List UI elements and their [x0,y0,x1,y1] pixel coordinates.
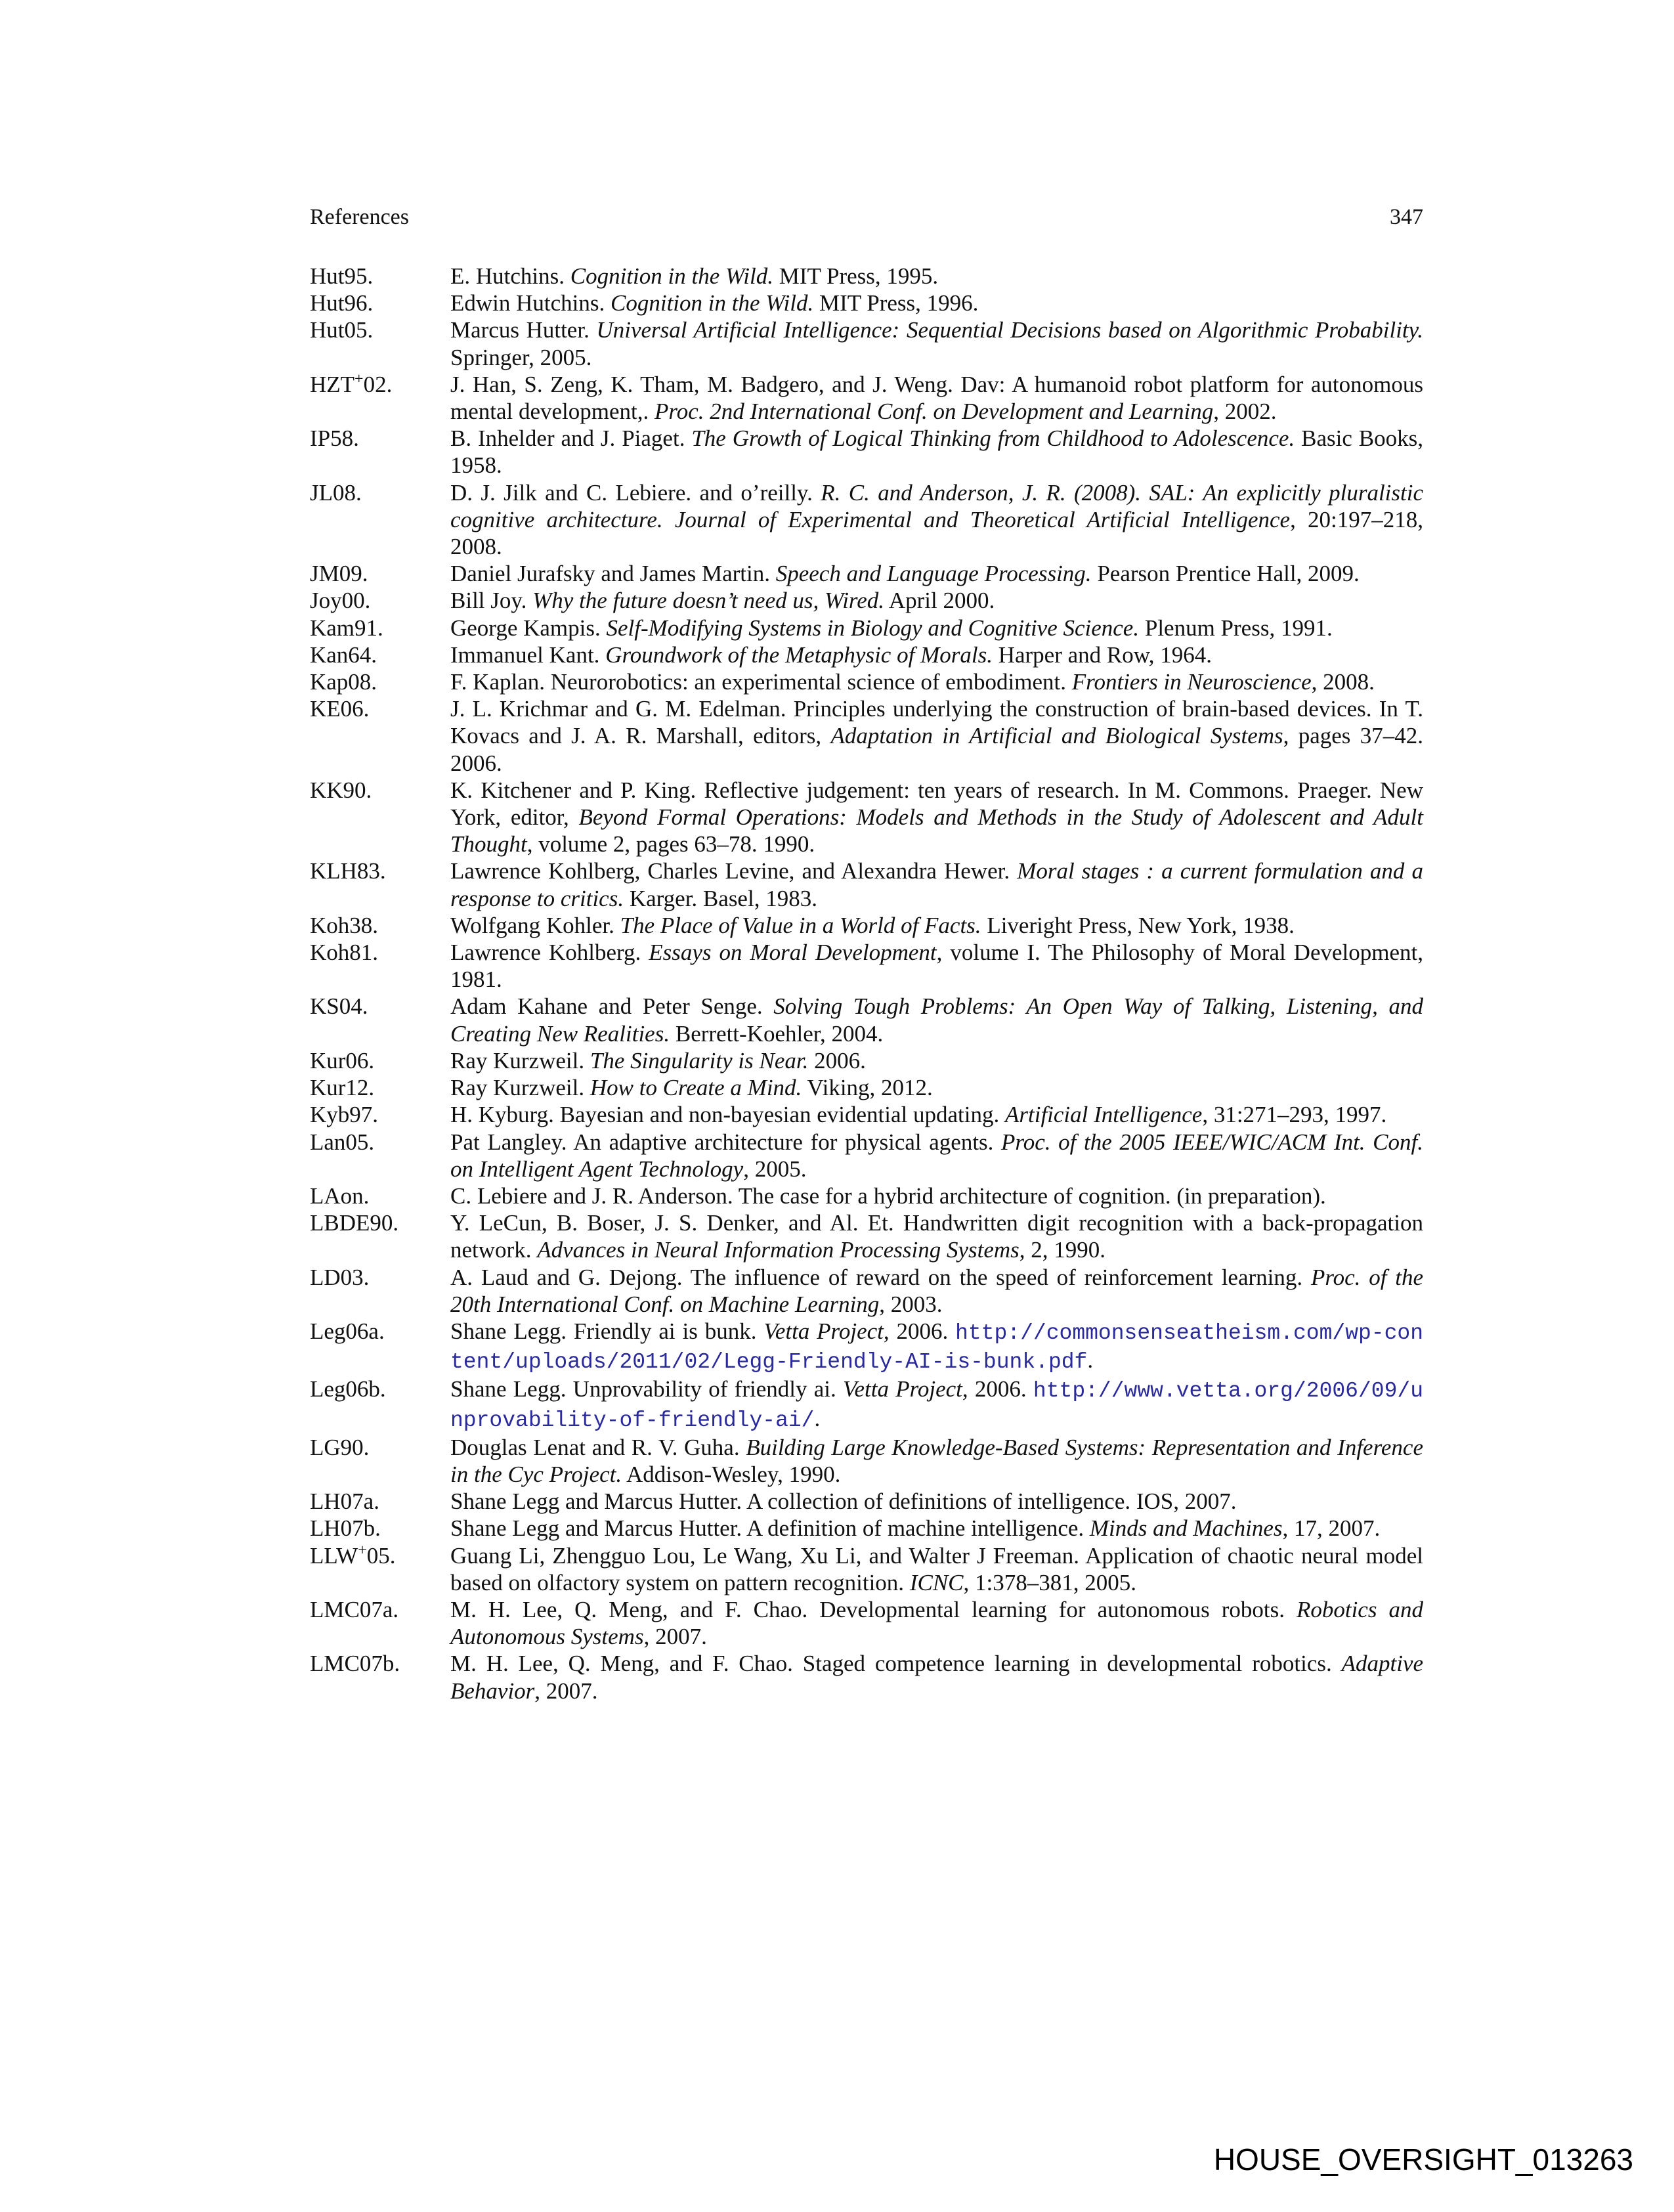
reference-title: The Singularity is Near. [590,1047,809,1073]
reference-segment: , 2007. [643,1624,707,1650]
reference-key-text: LMC07a. [310,1596,399,1622]
reference-key-text: LH07b. [310,1515,381,1542]
reference-text [450,939,1423,993]
reference-segment: , volume 2, pages 63–78. 1990. [526,831,815,857]
reference-text [450,777,1423,858]
reference-key [310,290,450,316]
bates-stamp: HOUSE_OVERSIGHT_013263 [1213,2142,1633,2177]
reference-key-text: Kam91. [310,615,383,641]
reference-segment: , 17, 2007. [1282,1515,1381,1542]
reference-segment: , 2, 1990. [1019,1237,1106,1263]
reference-key [310,1182,450,1209]
reference-segment: , 31:271–293, 1997. [1202,1102,1387,1128]
reference-segment: , 2005. [743,1156,807,1182]
reference-key [310,479,450,561]
reference-key-text: Hut96. [310,290,374,316]
reference-key [310,641,450,668]
reference-list [310,263,1423,1704]
reference-segment: Shane Legg. Friendly ai is bunk. [450,1318,764,1344]
reference-entry [310,371,1423,425]
reference-segment: Shane Legg and Marcus Hutter. A collection of definitions of intelligence. IOS, 2007. [450,1488,1237,1515]
reference-key-text: JL08. [310,479,362,506]
reference-segment: J. Han, S. Zeng, K. Tham, M. Badgero, and J. Weng. Dav: A humanoid robot platform for autonomous mental development,. [450,371,1423,425]
reference-key [310,1650,450,1704]
reference-key [310,560,450,587]
reference-key [310,1515,450,1542]
reference-segment: Adam Kahane and Peter Senge. [450,993,774,1020]
reference-segment: , volume I. The Philosophy of Moral Development, 1981. [450,940,1423,993]
reference-segment: MIT Press, 1995. [773,263,939,289]
reference-segment: Karger. Basel, 1983. [624,885,817,911]
reference-entry [310,1650,1423,1704]
reference-entry [310,263,1423,290]
reference-entry [310,1047,1423,1074]
reference-key-text: Kur06. [310,1047,375,1073]
reference-title: Speech and Language Processing. [775,561,1092,587]
reference-key [310,695,450,777]
reference-key-text: Hut95. [310,263,374,289]
reference-entry [310,695,1423,777]
reference-title: R. C. and Anderson, J. R. (2008). SAL: An explicitly pluralistic cognitive architecture. Journal of Experimental and Theoretical Artificial Intelligence [450,479,1423,532]
reference-segment: M. H. Lee, Q. Meng, and F. Chao. Staged competence learning in developmental robotics. [450,1651,1342,1677]
reference-key-text: Kur12. [310,1075,375,1101]
reference-segment: Pat Langley. An adaptive architecture for physical agents. [450,1129,1002,1155]
reference-title: Minds and Machines [1089,1515,1283,1542]
reference-entry [310,857,1423,911]
reference-text [450,1542,1423,1596]
reference-entry [310,1318,1423,1376]
reference-segment: Daniel Jurafsky and James Martin. [450,561,776,587]
reference-key [310,371,450,425]
reference-title: Self-Modifying Systems in Biology and Cognitive Science. [606,615,1140,641]
reference-title: Proc. of the 20th International Conf. on Machine Learning [450,1264,1424,1317]
reference-segment: , 2007. [534,1678,598,1704]
reference-text [450,641,1423,668]
reference-text [450,1318,1423,1376]
reference-text [450,857,1423,911]
reference-title: Universal Artificial Intelligence: Sequential Decisions based on Algorithmic Probability. [596,317,1424,343]
reference-entry [310,912,1423,939]
reference-text [450,425,1423,479]
reference-title: Artificial Intelligence [1005,1102,1203,1128]
reference-key-text: LLW [310,1542,358,1569]
reference-segment: Y. LeCun, B. Boser, J. S. Denker, and Al. Et. Handwritten digit recognition with a back-propagation network. [450,1210,1423,1263]
reference-segment: Marcus Hutter. [450,317,597,343]
reference-text [450,263,1423,290]
reference-url-link[interactable]: http://www.vetta.org/2006/09/unprovability-of-friendly-ai/ [450,1379,1424,1433]
reference-key [310,857,450,911]
reference-key-text: LMC07b. [310,1651,400,1677]
reference-entry [310,993,1423,1047]
reference-key-text: KK90. [310,777,372,803]
reference-key [310,912,450,939]
reference-title: Vetta Project [842,1376,962,1402]
reference-key-text: KS04. [310,993,368,1020]
reference-segment: Edwin Hutchins. [450,290,611,316]
reference-entry [310,587,1423,614]
reference-entry [310,1596,1423,1650]
reference-text [450,615,1423,641]
reference-segment: Springer, 2005. [450,344,592,370]
reference-title: How to Create a Mind. [590,1075,802,1101]
reference-segment: Lawrence Kohlberg. [450,940,649,966]
reference-key-text: Koh38. [310,912,379,938]
reference-segment: K. Kitchener and P. King. Reflective judgement: ten years of research. In M. Commons. Praeger. New York, editor, [450,777,1423,831]
reference-key [310,993,450,1047]
reference-entry [310,1182,1423,1209]
reference-entry [310,939,1423,993]
reference-text [450,1047,1423,1074]
reference-key-sup: + [358,1541,367,1559]
reference-key [310,587,450,614]
reference-segment: Ray Kurzweil. [450,1075,590,1101]
reference-segment: Addison-Wesley, 1990. [622,1461,841,1487]
reference-key [310,1542,450,1596]
reference-title: Proc. of the 2005 IEEE/WIC/ACM Int. Conf. on Intelligent Agent Technology [450,1129,1423,1182]
reference-segment: Viking, 2012. [802,1075,933,1101]
reference-entry [310,641,1423,668]
reference-key [310,1209,450,1263]
reference-key [310,1488,450,1515]
page-number: 347 [1390,205,1423,229]
reference-text [450,1074,1423,1101]
reference-segment: , 2003. [879,1291,943,1317]
reference-key-text: Leg06a. [310,1318,385,1344]
reference-key [310,777,450,858]
reference-segment: Berrett-Koehler, 2004. [670,1020,884,1047]
reference-key [310,1318,450,1376]
reference-segment: Shane Legg and Marcus Hutter. A definition of machine intelligence. [450,1515,1090,1542]
reference-key-text: LG90. [310,1434,370,1460]
reference-text [450,1101,1423,1128]
reference-segment: . [1087,1347,1094,1374]
reference-text [450,668,1423,695]
reference-text [450,1515,1423,1542]
reference-entry [310,1515,1423,1542]
reference-key-text: Hut05. [310,317,374,343]
reference-title: Building Large Knowledge-Based Systems: Representation and Inference in the Cyc Project. [450,1434,1424,1487]
reference-key [310,1129,450,1182]
reference-segment: E. Hutchins. [450,263,570,289]
reference-text [450,1650,1423,1704]
reference-segment: Harper and Row, 1964. [992,641,1212,668]
reference-segment: D. J. Jilk and C. Lebiere. and o’reilly. [450,479,821,506]
reference-segment: April 2000. [884,588,995,614]
reference-key [310,1264,450,1318]
reference-text [450,1488,1423,1515]
reference-text [450,1209,1423,1263]
reference-entry [310,425,1423,479]
reference-key [310,668,450,695]
reference-segment: , 2006. [962,1376,1033,1402]
reference-title: Cognition in the Wild. [570,263,773,289]
reference-entry [310,1542,1423,1596]
reference-text [450,993,1423,1047]
reference-segment: Wolfgang Kohler. [450,912,620,938]
reference-entry [310,1488,1423,1515]
reference-key-tail: 05. [366,1542,396,1569]
reference-entry [310,668,1423,695]
reference-title: Adaptation in Artificial and Biological Systems [830,723,1283,749]
reference-title: Moral stages : a current formulation and a response to critics. [450,858,1423,911]
reference-title: ICNC [909,1569,964,1595]
reference-key [310,939,450,993]
reference-key [310,1074,450,1101]
reference-key-text: Koh81. [310,940,379,966]
reference-text [450,587,1423,614]
reference-key-tail: 02. [363,371,393,397]
reference-key-text: Kan64. [310,641,377,668]
reference-text [450,1434,1423,1488]
reference-key [310,1376,450,1433]
reference-key [310,615,450,641]
reference-segment: Immanuel Kant. [450,641,606,668]
reference-entry [310,316,1423,370]
reference-segment: A. Laud and G. Dejong. The influence of reward on the speed of reinforcement learning. [450,1264,1311,1290]
reference-key-text: LBDE90. [310,1210,399,1236]
reference-key-text: JM09. [310,561,368,587]
reference-key [310,1596,450,1650]
reference-text [450,371,1423,425]
reference-key-text: Leg06b. [310,1376,386,1402]
reference-entry [310,1101,1423,1128]
reference-segment: , 1:378–381, 2005. [963,1569,1136,1595]
reference-key [310,1047,450,1074]
reference-segment: MIT Press, 1996. [813,290,979,316]
reference-entry [310,1209,1423,1263]
reference-key-sup: + [354,370,364,388]
reference-text [450,1129,1423,1182]
reference-entry [310,615,1423,641]
reference-segment: C. Lebiere and J. R. Anderson. The case for a hybrid architecture of cognition. (in preparation). [450,1182,1326,1209]
reference-text [450,695,1423,777]
reference-entry [310,1129,1423,1182]
reference-key [310,316,450,370]
reference-title: Essays on Moral Development [649,940,937,966]
reference-segment: George Kampis. [450,615,607,641]
reference-segment: . [814,1405,821,1431]
reference-segment: , 2002. [1213,399,1277,425]
reference-segment: Douglas Lenat and R. V. Guha. [450,1434,746,1460]
reference-segment: M. H. Lee, Q. Meng, and F. Chao. Developmental learning for autonomous robots. [450,1596,1297,1622]
reference-entry [310,560,1423,587]
reference-segment: Basic Books, 1958. [450,425,1423,479]
reference-key [310,1434,450,1488]
reference-segment: B. Inhelder and J. Piaget. [450,425,692,452]
reference-text [450,316,1423,370]
reference-entry [310,1264,1423,1318]
reference-text [450,1596,1423,1650]
reference-key-text: KLH83. [310,858,386,884]
reference-key [310,425,450,479]
reference-title: Adaptive Behavior [450,1651,1423,1704]
reference-text [450,1376,1423,1433]
header-title: References [310,205,410,229]
reference-entry [310,777,1423,858]
reference-entry [310,1074,1423,1101]
reference-key-text: Kap08. [310,669,377,695]
reference-segment: Lawrence Kohlberg, Charles Levine, and Alexandra Hewer. [450,858,1018,884]
reference-text [450,912,1423,939]
reference-segment: Liveright Press, New York, 1938. [981,912,1295,938]
reference-key-text: LH07a. [310,1488,379,1515]
reference-key-text: Lan05. [310,1129,375,1155]
reference-title: Solving Tough Problems: An Open Way of Talking, Listening, and Creating New Realities. [450,993,1423,1047]
reference-text [450,560,1423,587]
reference-title: Groundwork of the Metaphysic of Morals. [605,641,993,668]
reference-title: The Growth of Logical Thinking from Childhood to Adolescence. [691,425,1295,452]
reference-segment: Guang Li, Zhengguo Lou, Le Wang, Xu Li, and Walter J Freeman. Application of chaotic neural model based on olfactory system on pattern recognition. [450,1542,1423,1595]
reference-entry [310,479,1423,561]
reference-title: Beyond Formal Operations: Models and Methods in the Study of Adolescent and Adult Thought [450,804,1423,857]
reference-segment: , pages 37–42. 2006. [450,723,1423,776]
reference-title: Vetta Project [763,1318,884,1344]
reference-segment: F. Kaplan. Neurorobotics: an experimental science of embodiment. [450,669,1072,695]
reference-key-text: HZT [310,371,355,397]
reference-key-text: KE06. [310,696,370,722]
reference-segment: Ray Kurzweil. [450,1047,590,1073]
reference-title: Robotics and Autonomous Systems [450,1596,1423,1650]
reference-key [310,263,450,290]
reference-text [450,1182,1423,1209]
reference-text [450,1264,1423,1318]
reference-segment: , 2008. [1311,669,1375,695]
reference-segment: Shane Legg. Unprovability of friendly ai. [450,1376,843,1402]
reference-title: Why the future doesn’t need us, Wired. [532,588,885,614]
running-header [310,205,1423,230]
reference-segment: Bill Joy. [450,588,533,614]
reference-url-link[interactable]: http://commonsenseatheism.com/wp-content/uploads/2011/02/Legg-Friendly-AI-is-bunk.pdf [450,1320,1424,1375]
reference-title: Proc. 2nd International Conf. on Development and Learning [655,399,1214,425]
reference-entry [310,1434,1423,1488]
reference-text [450,479,1423,561]
reference-key [310,1101,450,1128]
reference-text [450,290,1423,316]
reference-key-text: LAon. [310,1182,370,1209]
reference-title: The Place of Value in a World of Facts. [620,912,981,938]
reference-title: Cognition in the Wild. [611,290,814,316]
reference-segment: J. L. Krichmar and G. M. Edelman. Principles underlying the construction of brain-based devices. In T. Kovacs and J. A. R. Marshall, editors, [450,696,1423,749]
reference-key-text: LD03. [310,1264,370,1290]
reference-segment: , 2006. [883,1318,956,1344]
reference-title: Advances in Neural Information Processing Systems [537,1237,1019,1263]
reference-title: Frontiers in Neuroscience [1071,669,1312,695]
reference-segment: Pearson Prentice Hall, 2009. [1091,561,1360,587]
reference-segment: 2006. [808,1047,866,1073]
reference-key-text: Joy00. [310,588,371,614]
reference-entry [310,290,1423,316]
reference-entry [310,1376,1423,1433]
reference-key-text: IP58. [310,425,359,452]
reference-segment: H. Kyburg. Bayesian and non-bayesian evidential updating. [450,1102,1005,1128]
reference-key-text: Kyb97. [310,1102,379,1128]
reference-segment: , 20:197–218, 2008. [450,506,1423,560]
reference-segment: Plenum Press, 1991. [1139,615,1333,641]
